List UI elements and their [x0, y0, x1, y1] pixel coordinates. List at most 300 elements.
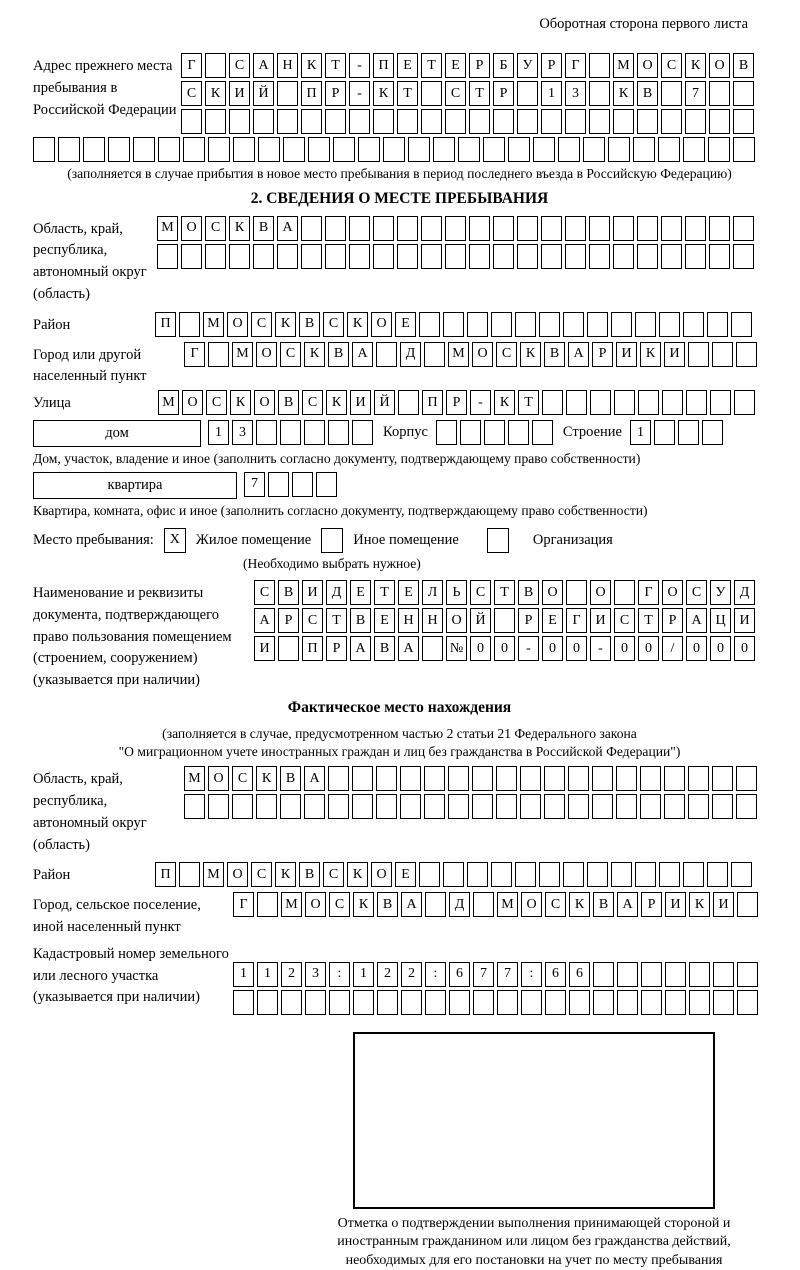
char-box[interactable]: В [374, 636, 395, 661]
char-box[interactable]: О [472, 342, 493, 367]
char-box[interactable] [659, 312, 680, 337]
char-box[interactable]: Г [181, 53, 202, 78]
char-box[interactable]: С [302, 390, 323, 415]
char-box[interactable] [280, 794, 301, 819]
char-box[interactable] [539, 312, 560, 337]
char-box[interactable] [208, 137, 230, 162]
char-box[interactable]: А [617, 892, 638, 917]
char-box[interactable] [436, 420, 457, 445]
char-box[interactable] [637, 109, 658, 134]
char-box[interactable]: В [280, 766, 301, 791]
char-box[interactable] [662, 390, 683, 415]
char-box[interactable] [425, 892, 446, 917]
char-box[interactable] [736, 766, 757, 791]
char-box[interactable]: Й [374, 390, 395, 415]
char-box[interactable] [179, 312, 200, 337]
char-box[interactable] [449, 990, 470, 1015]
char-box[interactable]: А [568, 342, 589, 367]
char-box[interactable]: В [544, 342, 565, 367]
char-box[interactable]: Е [395, 312, 416, 337]
char-box[interactable] [208, 342, 229, 367]
char-box[interactable]: С [232, 766, 253, 791]
char-box[interactable]: М [157, 216, 178, 241]
char-box[interactable] [278, 636, 299, 661]
char-box[interactable] [257, 892, 278, 917]
char-box[interactable] [515, 862, 536, 887]
char-box[interactable]: О [662, 580, 683, 605]
char-box[interactable] [517, 216, 538, 241]
char-box[interactable]: : [329, 962, 350, 987]
char-box[interactable]: М [448, 342, 469, 367]
char-box[interactable] [491, 862, 512, 887]
char-box[interactable] [229, 109, 250, 134]
char-box[interactable] [737, 892, 758, 917]
char-box[interactable] [253, 109, 274, 134]
char-box[interactable] [614, 580, 635, 605]
char-box[interactable]: Ц [710, 608, 731, 633]
char-box[interactable] [398, 390, 419, 415]
char-box[interactable] [541, 109, 562, 134]
char-box[interactable]: Р [325, 81, 346, 106]
char-box[interactable]: / [662, 636, 683, 661]
char-box[interactable] [352, 794, 373, 819]
char-box[interactable] [661, 109, 682, 134]
char-box[interactable]: И [302, 580, 323, 605]
char-box[interactable] [589, 109, 610, 134]
char-box[interactable]: А [350, 636, 371, 661]
char-box[interactable]: С [470, 580, 491, 605]
char-box[interactable] [183, 137, 205, 162]
char-box[interactable]: С [206, 390, 227, 415]
char-box[interactable] [376, 342, 397, 367]
char-box[interactable] [587, 862, 608, 887]
char-box[interactable] [473, 990, 494, 1015]
char-box[interactable]: 6 [545, 962, 566, 987]
char-box[interactable]: 1 [353, 962, 374, 987]
char-box[interactable] [654, 420, 675, 445]
char-box[interactable]: О [181, 216, 202, 241]
char-box[interactable]: О [227, 862, 248, 887]
char-box[interactable] [467, 862, 488, 887]
char-box[interactable] [352, 420, 373, 445]
char-box[interactable]: Р [641, 892, 662, 917]
char-box[interactable] [587, 312, 608, 337]
char-box[interactable]: В [377, 892, 398, 917]
char-box[interactable]: О [521, 892, 542, 917]
char-box[interactable] [520, 794, 541, 819]
char-box[interactable]: В [350, 608, 371, 633]
char-box[interactable] [349, 109, 370, 134]
char-box[interactable]: А [401, 892, 422, 917]
char-box[interactable]: К [373, 81, 394, 106]
char-box[interactable] [545, 990, 566, 1015]
char-box[interactable] [565, 109, 586, 134]
char-box[interactable] [157, 244, 178, 269]
char-box[interactable]: Й [470, 608, 491, 633]
char-box[interactable] [33, 137, 55, 162]
char-box[interactable] [304, 794, 325, 819]
char-box[interactable] [616, 766, 637, 791]
char-box[interactable]: К [256, 766, 277, 791]
char-box[interactable] [508, 420, 529, 445]
char-box[interactable]: В [278, 390, 299, 415]
char-box[interactable] [688, 794, 709, 819]
char-box[interactable] [328, 766, 349, 791]
char-box[interactable]: К [347, 862, 368, 887]
char-box[interactable]: Д [326, 580, 347, 605]
char-box[interactable]: Г [638, 580, 659, 605]
char-box[interactable]: - [518, 636, 539, 661]
char-box[interactable] [472, 794, 493, 819]
char-box[interactable] [541, 216, 562, 241]
char-box[interactable]: 1 [630, 420, 651, 445]
char-box[interactable] [233, 137, 255, 162]
char-box[interactable] [633, 137, 655, 162]
char-box[interactable]: В [299, 312, 320, 337]
char-box[interactable]: К [353, 892, 374, 917]
char-box[interactable]: И [664, 342, 685, 367]
char-box[interactable]: Е [445, 53, 466, 78]
char-box[interactable] [256, 794, 277, 819]
char-box[interactable] [683, 312, 704, 337]
char-box[interactable]: П [155, 862, 176, 887]
char-box[interactable] [400, 766, 421, 791]
char-box[interactable]: С [545, 892, 566, 917]
char-box[interactable] [232, 794, 253, 819]
char-box[interactable] [640, 794, 661, 819]
char-box[interactable] [358, 137, 380, 162]
char-box[interactable]: И [734, 608, 755, 633]
char-box[interactable]: Р [326, 636, 347, 661]
char-box[interactable] [544, 766, 565, 791]
char-box[interactable]: П [373, 53, 394, 78]
char-box[interactable]: А [398, 636, 419, 661]
char-box[interactable] [158, 137, 180, 162]
char-box[interactable]: Е [397, 53, 418, 78]
char-box[interactable] [491, 312, 512, 337]
char-box[interactable] [445, 216, 466, 241]
char-box[interactable] [496, 794, 517, 819]
char-box[interactable]: 1 [541, 81, 562, 106]
char-box[interactable] [641, 962, 662, 987]
char-box[interactable]: В [328, 342, 349, 367]
char-box[interactable]: М [184, 766, 205, 791]
char-box[interactable]: У [710, 580, 731, 605]
char-box[interactable]: Т [326, 608, 347, 633]
char-box[interactable]: Г [233, 892, 254, 917]
char-box[interactable] [448, 766, 469, 791]
char-box[interactable] [733, 137, 755, 162]
char-box[interactable] [541, 244, 562, 269]
char-box[interactable]: Р [518, 608, 539, 633]
char-box[interactable] [713, 990, 734, 1015]
char-box[interactable] [469, 216, 490, 241]
char-box[interactable]: С [445, 81, 466, 106]
char-box[interactable] [709, 216, 730, 241]
char-box[interactable]: О [254, 390, 275, 415]
char-box[interactable]: А [254, 608, 275, 633]
char-box[interactable]: П [301, 81, 322, 106]
char-box[interactable]: В [299, 862, 320, 887]
char-box[interactable]: Р [662, 608, 683, 633]
char-box[interactable]: К [347, 312, 368, 337]
char-box[interactable] [517, 244, 538, 269]
char-box[interactable]: А [277, 216, 298, 241]
char-box[interactable] [589, 244, 610, 269]
char-box[interactable] [205, 53, 226, 78]
char-box[interactable]: 7 [497, 962, 518, 987]
char-box[interactable] [658, 137, 680, 162]
char-box[interactable]: Н [398, 608, 419, 633]
char-box[interactable] [733, 244, 754, 269]
char-box[interactable]: С [302, 608, 323, 633]
char-box[interactable]: 0 [710, 636, 731, 661]
char-box[interactable] [277, 109, 298, 134]
char-box[interactable]: 3 [565, 81, 586, 106]
char-box[interactable] [563, 312, 584, 337]
char-box[interactable] [641, 990, 662, 1015]
char-box[interactable]: Е [374, 608, 395, 633]
char-box[interactable] [301, 244, 322, 269]
char-box[interactable]: К [205, 81, 226, 106]
char-box[interactable]: О [182, 390, 203, 415]
char-box[interactable]: Н [277, 53, 298, 78]
char-box[interactable]: Т [397, 81, 418, 106]
char-box[interactable] [589, 216, 610, 241]
char-box[interactable] [349, 244, 370, 269]
char-box[interactable]: С [686, 580, 707, 605]
char-box[interactable] [280, 420, 301, 445]
char-box[interactable]: М [203, 312, 224, 337]
char-box[interactable]: М [613, 53, 634, 78]
char-box[interactable] [539, 862, 560, 887]
char-box[interactable] [400, 794, 421, 819]
char-box[interactable]: О [446, 608, 467, 633]
char-box[interactable] [419, 312, 440, 337]
char-box[interactable]: В [518, 580, 539, 605]
checkbox-residential[interactable]: X [164, 528, 186, 553]
char-box[interactable] [617, 990, 638, 1015]
char-box[interactable]: Д [400, 342, 421, 367]
char-box[interactable]: Р [469, 53, 490, 78]
char-box[interactable] [397, 244, 418, 269]
char-box[interactable] [731, 862, 752, 887]
char-box[interactable] [590, 390, 611, 415]
char-box[interactable] [733, 216, 754, 241]
char-box[interactable] [483, 137, 505, 162]
char-box[interactable]: - [470, 390, 491, 415]
char-box[interactable]: О [305, 892, 326, 917]
char-box[interactable]: С [280, 342, 301, 367]
char-box[interactable]: С [323, 312, 344, 337]
char-box[interactable] [661, 81, 682, 106]
char-box[interactable]: Б [493, 53, 514, 78]
char-box[interactable]: А [304, 766, 325, 791]
char-box[interactable]: Й [253, 81, 274, 106]
char-box[interactable] [419, 862, 440, 887]
char-box[interactable] [712, 794, 733, 819]
char-box[interactable] [678, 420, 699, 445]
char-box[interactable]: О [256, 342, 277, 367]
char-box[interactable] [473, 892, 494, 917]
char-box[interactable] [707, 312, 728, 337]
char-box[interactable] [589, 53, 610, 78]
char-box[interactable]: 7 [244, 472, 265, 497]
char-box[interactable]: № [446, 636, 467, 661]
char-box[interactable]: В [253, 216, 274, 241]
char-box[interactable] [517, 81, 538, 106]
char-box[interactable] [421, 81, 442, 106]
char-box[interactable] [397, 109, 418, 134]
char-box[interactable] [637, 216, 658, 241]
char-box[interactable]: Г [184, 342, 205, 367]
char-box[interactable]: Р [493, 81, 514, 106]
char-box[interactable] [613, 109, 634, 134]
char-box[interactable]: Д [449, 892, 470, 917]
char-box[interactable]: П [302, 636, 323, 661]
char-box[interactable] [712, 342, 733, 367]
char-box[interactable]: Г [566, 608, 587, 633]
char-box[interactable] [458, 137, 480, 162]
char-box[interactable] [443, 312, 464, 337]
char-box[interactable]: Р [541, 53, 562, 78]
char-box[interactable]: 0 [614, 636, 635, 661]
char-box[interactable] [689, 962, 710, 987]
checkbox-organization[interactable] [487, 528, 509, 553]
char-box[interactable]: 0 [566, 636, 587, 661]
char-box[interactable] [258, 137, 280, 162]
char-box[interactable] [493, 216, 514, 241]
char-box[interactable]: Н [422, 608, 443, 633]
char-box[interactable] [268, 472, 289, 497]
char-box[interactable] [205, 109, 226, 134]
char-box[interactable] [737, 990, 758, 1015]
char-box[interactable] [685, 216, 706, 241]
char-box[interactable] [616, 794, 637, 819]
char-box[interactable]: 2 [401, 962, 422, 987]
char-box[interactable] [611, 312, 632, 337]
char-box[interactable] [256, 420, 277, 445]
char-box[interactable]: 3 [305, 962, 326, 987]
char-box[interactable] [467, 312, 488, 337]
char-box[interactable] [181, 109, 202, 134]
char-box[interactable]: С [205, 216, 226, 241]
char-box[interactable] [445, 109, 466, 134]
char-box[interactable]: - [349, 81, 370, 106]
char-box[interactable] [328, 420, 349, 445]
char-box[interactable] [352, 766, 373, 791]
char-box[interactable] [253, 244, 274, 269]
char-box[interactable] [731, 312, 752, 337]
char-box[interactable]: Т [494, 580, 515, 605]
char-box[interactable] [397, 216, 418, 241]
char-box[interactable] [712, 766, 733, 791]
char-box[interactable]: О [542, 580, 563, 605]
char-box[interactable] [709, 244, 730, 269]
char-box[interactable]: Т [325, 53, 346, 78]
char-box[interactable]: 2 [377, 962, 398, 987]
char-box[interactable]: - [349, 53, 370, 78]
char-box[interactable]: О [371, 862, 392, 887]
char-box[interactable] [709, 81, 730, 106]
char-box[interactable] [208, 794, 229, 819]
char-box[interactable]: С [251, 312, 272, 337]
char-box[interactable]: 0 [686, 636, 707, 661]
char-box[interactable] [708, 137, 730, 162]
char-box[interactable] [533, 137, 555, 162]
char-box[interactable]: Т [518, 390, 539, 415]
char-box[interactable]: К [326, 390, 347, 415]
char-box[interactable] [496, 766, 517, 791]
char-box[interactable]: 6 [569, 962, 590, 987]
char-box[interactable] [569, 990, 590, 1015]
char-box[interactable] [308, 137, 330, 162]
char-box[interactable] [665, 990, 686, 1015]
char-box[interactable]: Т [638, 608, 659, 633]
char-box[interactable] [283, 137, 305, 162]
char-box[interactable] [659, 862, 680, 887]
char-box[interactable]: Т [374, 580, 395, 605]
char-box[interactable]: М [281, 892, 302, 917]
char-box[interactable] [421, 244, 442, 269]
char-box[interactable] [592, 794, 613, 819]
char-box[interactable] [532, 420, 553, 445]
char-box[interactable]: К [229, 216, 250, 241]
char-box[interactable] [736, 342, 757, 367]
checkbox-other-premises[interactable] [321, 528, 343, 553]
char-box[interactable] [421, 216, 442, 241]
char-box[interactable] [448, 794, 469, 819]
char-box[interactable]: Е [398, 580, 419, 605]
char-box[interactable]: 1 [208, 420, 229, 445]
char-box[interactable] [521, 990, 542, 1015]
char-box[interactable] [520, 766, 541, 791]
char-box[interactable]: К [520, 342, 541, 367]
char-box[interactable] [281, 990, 302, 1015]
char-box[interactable]: Е [542, 608, 563, 633]
char-box[interactable] [661, 244, 682, 269]
char-box[interactable] [565, 216, 586, 241]
char-box[interactable] [433, 137, 455, 162]
char-box[interactable] [664, 766, 685, 791]
char-box[interactable]: 6 [449, 962, 470, 987]
char-box[interactable]: И [254, 636, 275, 661]
char-box[interactable]: 0 [638, 636, 659, 661]
char-box[interactable] [613, 216, 634, 241]
char-box[interactable]: Ь [446, 580, 467, 605]
char-box[interactable] [686, 390, 707, 415]
char-box[interactable] [593, 962, 614, 987]
char-box[interactable]: : [425, 962, 446, 987]
char-box[interactable] [316, 472, 337, 497]
char-box[interactable]: - [590, 636, 611, 661]
char-box[interactable] [304, 420, 325, 445]
char-box[interactable] [325, 109, 346, 134]
char-box[interactable]: Р [278, 608, 299, 633]
char-box[interactable]: И [713, 892, 734, 917]
char-box[interactable] [424, 342, 445, 367]
char-box[interactable]: П [155, 312, 176, 337]
char-box[interactable]: С [323, 862, 344, 887]
char-box[interactable]: П [422, 390, 443, 415]
char-box[interactable] [515, 312, 536, 337]
char-box[interactable] [733, 109, 754, 134]
char-box[interactable] [325, 244, 346, 269]
char-box[interactable]: Л [422, 580, 443, 605]
char-box[interactable] [425, 990, 446, 1015]
char-box[interactable]: К [613, 81, 634, 106]
char-box[interactable] [614, 390, 635, 415]
